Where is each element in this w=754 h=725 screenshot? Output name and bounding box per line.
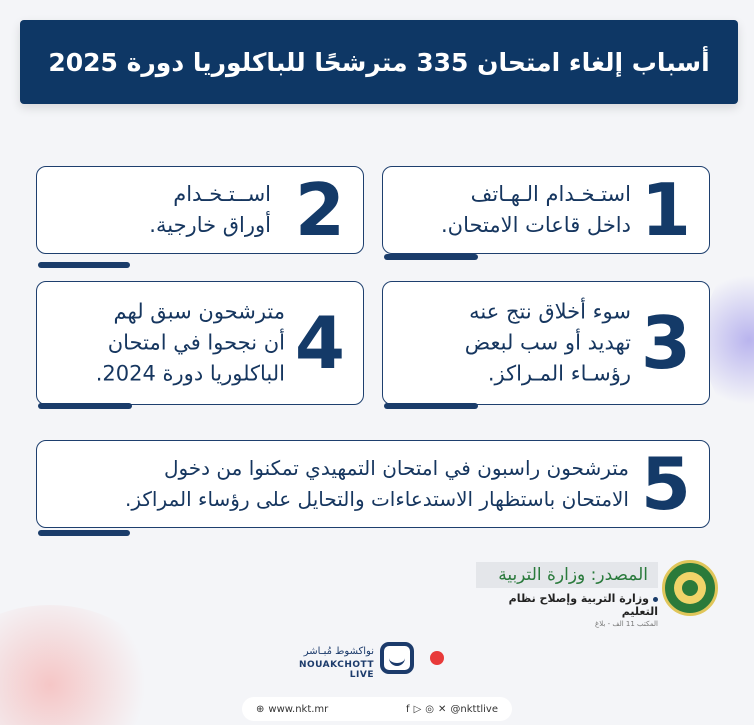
reason-text — [125, 453, 629, 515]
card-underline — [384, 254, 478, 260]
page-title: أسباب إلغاء امتحان 335 مترشحًا للباكلوريا دورة 2025 — [48, 47, 710, 77]
x-icon[interactable]: ✕ — [438, 703, 447, 715]
logo-english: NOUAKCHOTT LIVE — [298, 660, 374, 680]
social-handle[interactable]: @nkttlive — [450, 703, 498, 715]
reason-text — [441, 179, 631, 241]
reason-text — [96, 297, 285, 390]
ministry-seal-icon — [662, 560, 718, 616]
reason-card-1 — [382, 166, 710, 254]
instagram-icon[interactable]: ◎ — [425, 703, 434, 715]
reason-line: اســتـخـدام — [173, 182, 271, 206]
website-link[interactable]: www.nkt.mr — [268, 703, 329, 715]
reason-card-3 — [382, 281, 710, 405]
reason-card-5 — [36, 440, 710, 528]
reason-card-2 — [36, 166, 364, 254]
ministry-subtitle: المكتب 11 الف - بلاغ — [595, 620, 658, 628]
ministry-block — [476, 592, 658, 628]
card-underline — [38, 530, 130, 536]
card-underline — [384, 403, 478, 409]
card-underline — [38, 262, 130, 268]
youtube-icon[interactable]: ▷ — [413, 703, 422, 715]
reason-number: 5 — [640, 442, 691, 526]
card-underline — [38, 403, 132, 409]
reason-card-4 — [36, 281, 364, 405]
logo-arabic: نواكشوط مُبـاشر — [303, 646, 374, 657]
reason-text — [465, 297, 631, 390]
reason-line: داخل قاعات الامتحان. — [440, 213, 631, 237]
reason-line: مترشحون راسبون في امتحان التمهيدي تمكنوا من دخول — [163, 456, 629, 480]
reason-number: 3 — [640, 301, 691, 385]
reason-number: 2 — [294, 168, 345, 252]
reason-line: استـخـدام الـهـاتف — [470, 182, 631, 206]
reason-line: سوء أخلاق نتج عنه — [469, 299, 631, 324]
bullet-icon — [653, 597, 658, 602]
logo-mark-icon — [380, 642, 414, 674]
reason-line: أوراق خارجية. — [149, 213, 271, 237]
reason-line: أن نجحوا في امتحان — [107, 330, 285, 355]
reason-line: مترشحون سبق لهم — [113, 299, 285, 324]
footer-bar — [242, 697, 512, 721]
facebook-icon[interactable]: f — [406, 703, 410, 715]
decorative-blob-left — [0, 605, 160, 725]
globe-icon: ⊕ — [256, 703, 265, 715]
reason-text — [149, 179, 271, 241]
decorative-blob-right — [704, 260, 754, 420]
brand-logo — [262, 640, 442, 680]
header-banner — [20, 20, 738, 104]
reason-number: 1 — [640, 168, 691, 252]
reason-line: رؤسـاء المـراكز. — [487, 361, 631, 386]
reason-line: الامتحان باستظهار الاستدعاءات والتحايل على رؤساء المراكز. — [124, 487, 629, 511]
ministry-name: وزارة التربية وإصلاح نظام التعليم — [508, 592, 658, 618]
source-label: المصدر: وزارة التربية — [498, 565, 648, 585]
source-bar — [476, 562, 658, 588]
reason-line: تهديد أو سب لبعض — [464, 330, 631, 355]
reason-line: الباكلوريا دورة 2024. — [95, 361, 285, 386]
reason-number: 4 — [294, 301, 345, 385]
logo-dot-icon — [430, 651, 444, 665]
